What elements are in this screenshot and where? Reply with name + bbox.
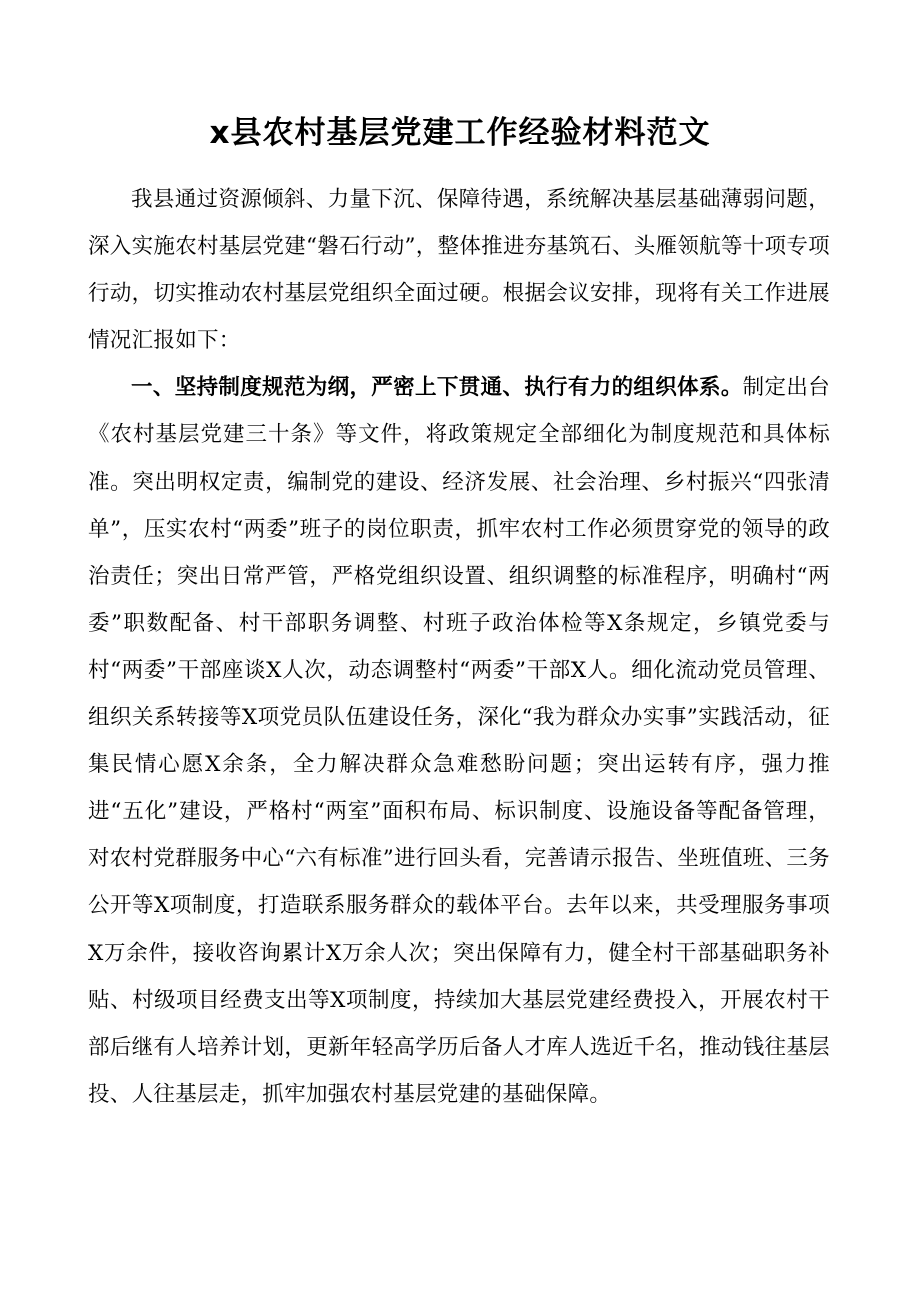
intro-paragraph: 我县通过资源倾斜、力量下沉、保障待遇，系统解决基层基础薄弱问题，深入实施农村基层党建“磐石行动”，整体推进夯基筑石、头雁领航等十项专项行动，切实推动农村基层党组织全面过硬。根据会议安排，现将有关工作进展情况汇报如下： bbox=[88, 187, 830, 354]
document-body bbox=[88, 176, 830, 1118]
section-1-paragraph bbox=[88, 364, 830, 1118]
document-title: x县农村基层党建工作经验材料范文 bbox=[209, 115, 711, 151]
section-1-body: 制定出台《农村基层党建三十条》等文件，将政策规定全部细化为制度规范和具体标准。突出明权定责，编制党的建设、经济发展、社会治理、乡村振兴“四张清单”，压实农村“两委”班子的岗位职责，抓牢农村工作必须贯穿党的领导的政治责任；突出日常严管，严格党组织设置、组织调整的标准程序，明确村“两委”职数配备、村干部职务调整、村班子政治体检等X条规定，乡镇党委与村“两委”干部座谈X人次，动态调整村“两委”干部X人。细化流动党员管理、组织关系转接等X项党员队伍建设任务，深化“我为群众办实事”实践活动，征集民情心愿X余条，全力解决群众急难愁盼问题；突出运转有序，强力推进“五化”建设，严格村“两室”面积布局、标识制度、设施设备等配备管理，对农村党群服务中心“六有标准”进行回头看，完善请示报告、坐班值班、三务公开等X项制度，打造联系服务群众的载体平台。去年以来，共受理服务事项X万余件，接收咨询累计X万余人次；突出保障有力，健全村干部基础职务补贴、村级项目经费支出等X项制度，持续加大基层党建经费投入，开展农村干部后继有人培养计划，更新年轻高学历后备人才库人选近千名，推动钱往基层投、人往基层走，抓牢加强农村基层党建的基础保障。 bbox=[88, 375, 831, 1107]
section-1-heading: 一、坚持制度规范为纲，严密上下贯通、执行有力的组织体系。 bbox=[131, 375, 743, 401]
